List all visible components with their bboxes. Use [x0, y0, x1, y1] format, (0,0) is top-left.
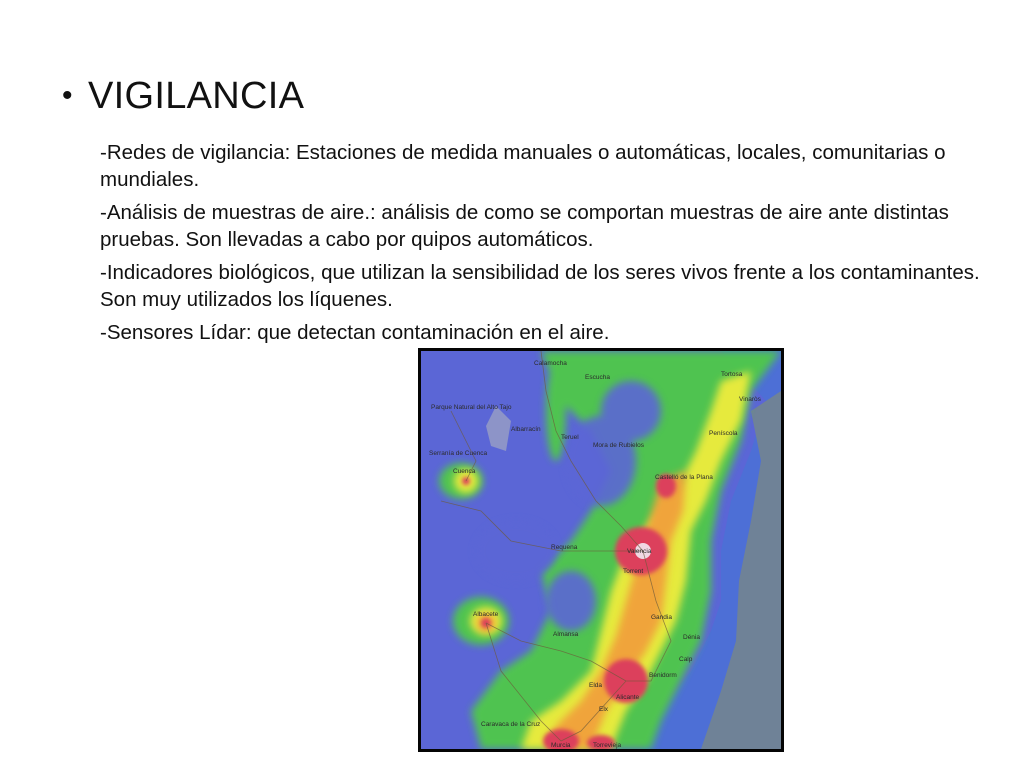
map-label-gandia: Gandia [651, 614, 672, 621]
map-label-albacete: Albacete [473, 611, 499, 618]
map-label-peniscola: Peníscola [709, 430, 738, 437]
pollution-map-image [418, 348, 784, 752]
map-label-alicante: Alicante [616, 694, 640, 701]
map-label-tortosa: Tortosa [721, 371, 743, 378]
map-label-caravaca: Caravaca de la Cruz [481, 721, 541, 728]
heading-text: VIGILANCIA [88, 75, 305, 117]
map-label-escucha: Escucha [585, 374, 610, 381]
slide-body [100, 140, 980, 354]
pollution-map-svg [421, 351, 781, 749]
map-label-requena: Requena [551, 544, 578, 551]
map-label-calp: Calp [679, 656, 693, 663]
map-label-albarracin: Albarracín [511, 426, 541, 433]
map-label-serrania: Serranía de Cuenca [429, 450, 488, 457]
map-label-teruel: Teruel [561, 434, 579, 441]
map-label-vinaros: Vinaròs [739, 396, 761, 403]
paragraph-indicadores: -Indicadores biológicos, que utilizan la sensibilidad de los seres vivos frente a los contaminantes. Son muy utilizados los líquenes. [100, 261, 980, 311]
map-label-castellon: Castelló de la Plana [655, 474, 713, 481]
map-label-almansa: Almansa [553, 631, 579, 638]
map-label-benidorm: Benidorm [649, 672, 677, 679]
map-label-mora: Mora de Rubielos [593, 442, 644, 449]
map-label-calamocha: Calamocha [534, 360, 567, 367]
map-label-torrevieja: Torrevieja [593, 742, 622, 749]
map-label-cuenca: Cuenca [453, 468, 476, 475]
map-label-parque: Parque Natural del Alto Tajo [431, 404, 512, 411]
map-label-valencia: Valencia [627, 548, 652, 555]
map-label-denia: Dénia [683, 634, 700, 641]
heading-bullet: • [62, 79, 73, 112]
paragraph-redes: -Redes de vigilancia: Estaciones de medida manuales o automáticas, locales, comunitarias o mundiales. [100, 141, 946, 191]
map-label-elda: Elda [589, 682, 603, 689]
slide-heading [62, 74, 304, 118]
paragraph-analisis: -Análisis de muestras de aire.: análisis de como se comportan muestras de aire ante distintas pruebas. Son llevadas a cabo por quipos automáticos. [100, 201, 949, 251]
map-label-torrent: Torrent [623, 568, 644, 575]
map-label-elx: Elx [599, 706, 609, 713]
paragraph-sensores: -Sensores Lídar: que detectan contaminación en el aire. [100, 321, 610, 344]
map-label-murcia: Murcia [551, 742, 571, 749]
